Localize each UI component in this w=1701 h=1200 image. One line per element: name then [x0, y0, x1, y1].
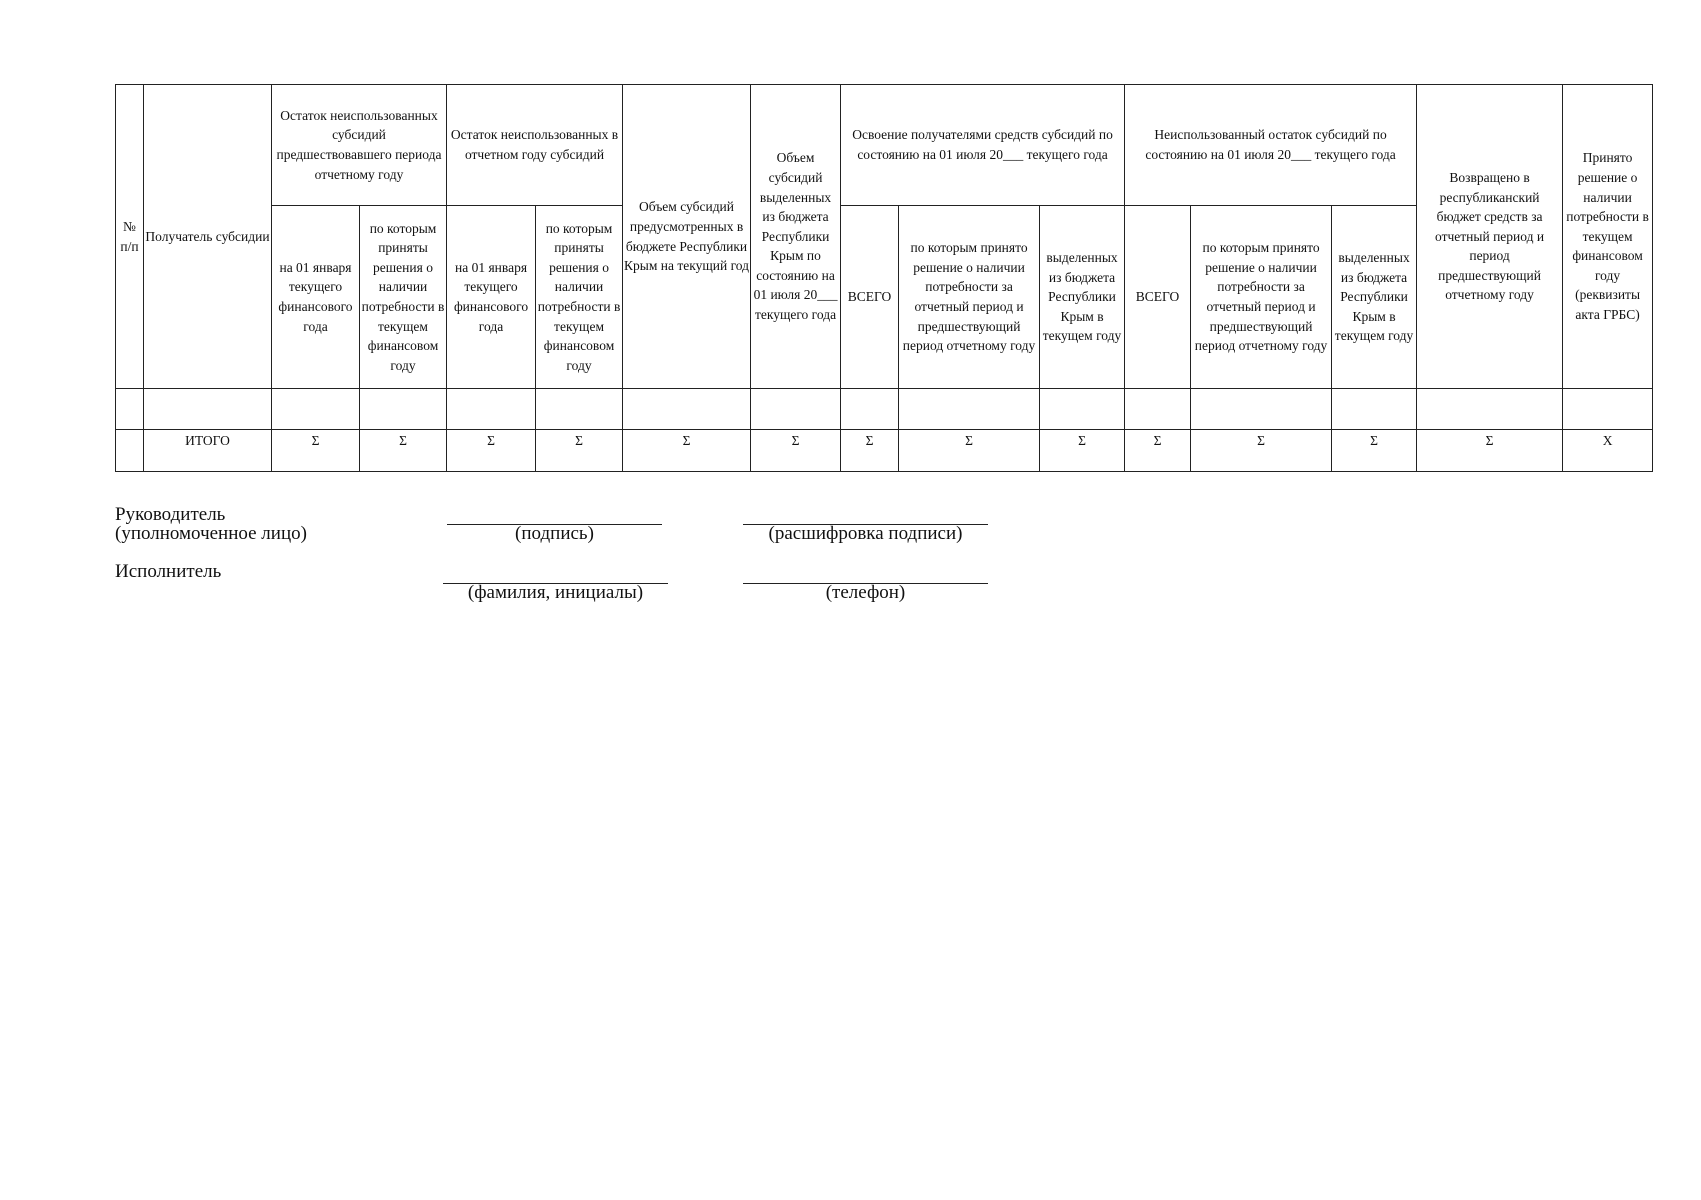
subheader-jan: на 01 января текущего финансового года — [272, 206, 360, 389]
subheader-total: ВСЕГО — [841, 206, 899, 389]
subheader-total: ВСЕГО — [1125, 206, 1191, 389]
sum-cell: Σ — [1125, 430, 1191, 472]
signature-decode-caption: (расшифровка подписи) — [768, 523, 963, 544]
sum-cell: Σ — [1191, 430, 1332, 472]
subsidy-report-table — [115, 84, 1653, 472]
executor-name-caption: (фамилия, инициалы) — [467, 582, 644, 603]
header-remainder-previous: Остаток неиспользованных субсидий предшествовавшего периода отчетному году — [272, 85, 447, 206]
sum-cell: Σ — [272, 430, 360, 472]
signature-caption: (подпись) — [515, 523, 594, 544]
table-cell[interactable] — [272, 389, 360, 430]
sum-cell: Σ — [623, 430, 751, 472]
table-cell[interactable] — [841, 389, 899, 430]
table-cell[interactable] — [1332, 389, 1417, 430]
subheader-jan: на 01 января текущего финансового года — [447, 206, 536, 389]
subheader-decided: по которым приняты решения о наличии потребности в текущем финансовом году — [360, 206, 447, 389]
header-development: Освоение получателями средств субсидий по состоянию на 01 июля 20___ текущего года — [841, 85, 1125, 206]
subheader-decided-prev: по которым принято решение о наличии потребности за отчетный период и предшествующий период отчетному году — [1191, 206, 1332, 389]
x-cell: X — [1563, 430, 1653, 472]
table-cell[interactable] — [899, 389, 1040, 430]
table-cell — [116, 430, 144, 472]
header-unused-remainder: Неиспользованный остаток субсидий по состоянию на 01 июля 20___ текущего года — [1125, 85, 1417, 206]
subheader-decided-prev: по которым принято решение о наличии потребности за отчетный период и предшествующий период отчетному году — [899, 206, 1040, 389]
total-row — [116, 430, 1653, 472]
table-cell[interactable] — [623, 389, 751, 430]
table-cell[interactable] — [1125, 389, 1191, 430]
subheader-allocated-current: выделенных из бюджета Республики Крым в текущем году — [1040, 206, 1125, 389]
header-volume-allocated: Объем субсидий выделенных из бюджета Республики Крым по состоянию на 01 июля 20___ текущего года — [751, 85, 841, 389]
table-cell[interactable] — [144, 389, 272, 430]
table-cell[interactable] — [751, 389, 841, 430]
subheader-decided: по которым приняты решения о наличии потребности в текущем финансовом году — [536, 206, 623, 389]
empty-data-row — [116, 389, 1653, 430]
table-cell[interactable] — [360, 389, 447, 430]
table-cell[interactable] — [1040, 389, 1125, 430]
subheader-allocated-current: выделенных из бюджета Республики Крым в текущем году — [1332, 206, 1417, 389]
sum-cell: Σ — [841, 430, 899, 472]
sum-cell: Σ — [1040, 430, 1125, 472]
table-cell[interactable] — [1417, 389, 1563, 430]
head-title: Руководитель — [115, 504, 226, 525]
sum-cell: Σ — [1332, 430, 1417, 472]
header-recipient: Получатель субсидии — [144, 85, 272, 389]
table-cell[interactable] — [1191, 389, 1332, 430]
sum-cell: Σ — [899, 430, 1040, 472]
table-cell[interactable] — [1563, 389, 1653, 430]
header-volume-budget: Объем субсидий предусмотренных в бюджете Республики Крым на текущий год — [623, 85, 751, 389]
sum-cell: Σ — [447, 430, 536, 472]
sum-cell: Σ — [1417, 430, 1563, 472]
executor-title: Исполнитель — [115, 561, 222, 582]
table-cell[interactable] — [536, 389, 623, 430]
header-remainder-current: Остаток неиспользованных в отчетном году субсидий — [447, 85, 623, 206]
executor-phone-caption: (телефон) — [825, 582, 906, 603]
table-cell[interactable] — [447, 389, 536, 430]
sum-cell: Σ — [751, 430, 841, 472]
header-decision: Принято решение о наличии потребности в текущем финансовом году (реквизиты акта ГРБС) — [1563, 85, 1653, 389]
head-title-qualifier: (уполномоченное лицо) — [115, 523, 307, 544]
header-number: № п/п — [116, 85, 144, 389]
sum-cell: Σ — [536, 430, 623, 472]
header-returned: Возвращено в республиканский бюджет средств за отчетный период и период предшествующий отчетному году — [1417, 85, 1563, 389]
sum-cell: Σ — [360, 430, 447, 472]
total-label: ИТОГО — [144, 430, 272, 472]
table-cell[interactable] — [116, 389, 144, 430]
